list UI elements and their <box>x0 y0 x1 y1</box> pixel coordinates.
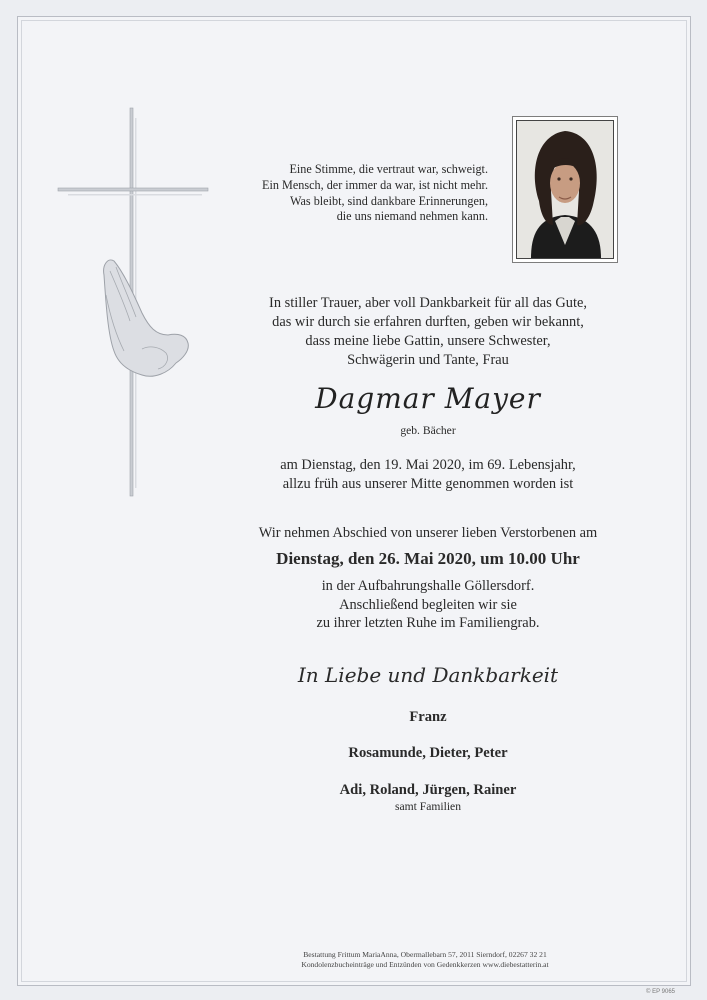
footer <box>190 950 660 971</box>
closing-signature: In Liebe und Dankbarkeit <box>297 663 559 687</box>
portrait-image <box>516 120 614 259</box>
farewell-text: Wir nehmen Abschied von unserer lieben Verstorbenen am <box>258 525 598 541</box>
poem <box>180 162 488 225</box>
location-line: zu ihrer letzten Ruhe im Familiengrab. <box>316 615 540 631</box>
intro-line: das wir durch sie erfahren durften, geben wir bekannt, <box>272 314 584 330</box>
poem-line: Ein Mensch, der immer da war, ist nicht mehr. <box>262 177 488 192</box>
intro-line: In stiller Trauer, aber voll Dankbarkeit für all das Gute, <box>269 295 587 311</box>
location-line: Anschließend begleiten wir sie <box>339 596 517 613</box>
ceremony-date: Dienstag, den 26. Mai 2020, um 10.00 Uhr <box>276 549 580 568</box>
families-note: samt Familien <box>394 800 461 813</box>
mourner-line: Adi, Roland, Jürgen, Rainer <box>339 782 517 798</box>
ceremony-location <box>200 577 656 633</box>
portrait-photo <box>512 116 618 263</box>
poem-line: Eine Stimme, die vertraut war, schweigt. <box>289 162 488 176</box>
footer-line: Bestattung Frittum MariaAnna, Obermallebarn 57, 2011 Sierndorf, 02267 32 21 <box>303 950 547 959</box>
poem-line: die uns niemand nehmen kann. <box>336 209 488 224</box>
birth-name: geb. Bächer <box>400 424 456 437</box>
footer-line: Kondolenzbucheinträge und Entzünden von Gedenkkerzen www.diebestatterin.at <box>301 960 549 970</box>
mourner-line: Franz <box>409 709 447 725</box>
intro-line: Schwägerin und Tante, Frau <box>347 352 509 368</box>
death-line: am Dienstag, den 19. Mai 2020, im 69. Lebensjahr, <box>280 457 576 473</box>
location-line: in der Aufbahrungshalle Göllersdorf. <box>321 578 535 594</box>
deceased-name: Dagmar Mayer <box>315 382 541 415</box>
death-text <box>200 456 656 494</box>
death-line: allzu früh aus unserer Mitte genommen worden ist <box>282 476 574 492</box>
print-code: © EP 9065 <box>646 989 675 995</box>
poem-line: Was bleibt, sind dankbare Erinnerungen, <box>289 193 488 208</box>
mourner-line: Rosamunde, Dieter, Peter <box>348 745 508 761</box>
portrait-icon <box>517 121 613 258</box>
intro-line: dass meine liebe Gattin, unsere Schwester, <box>305 333 551 349</box>
intro-text <box>200 294 656 370</box>
praying-hands-icon <box>94 255 194 380</box>
